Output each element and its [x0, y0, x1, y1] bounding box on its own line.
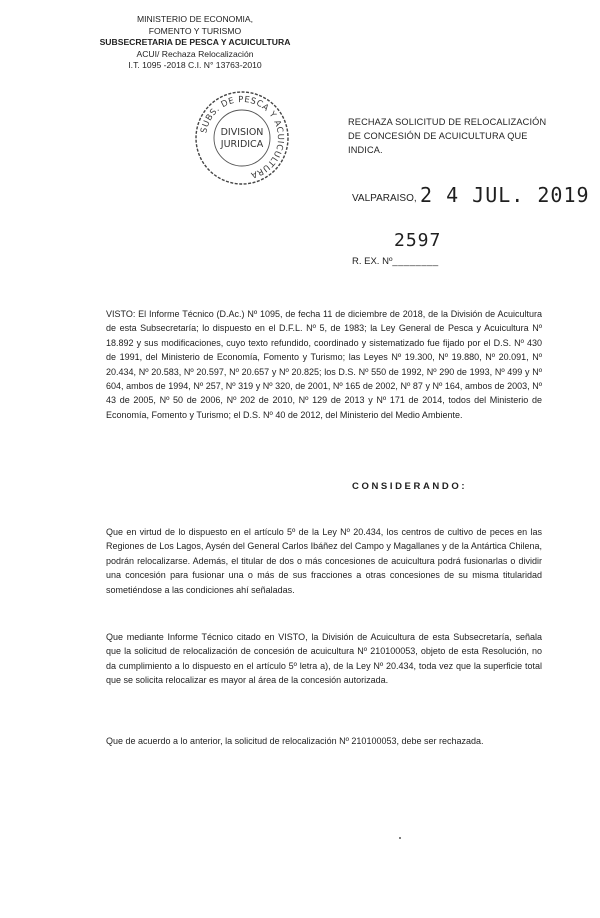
stamp-center-line1: DIVISION	[220, 127, 264, 138]
letterhead	[0, 14, 390, 72]
scan-speck	[399, 837, 401, 839]
resolution-number: 2597	[394, 230, 442, 251]
considerando-paragraph-3: Que de acuerdo a lo anterior, la solicitud de relocalización Nº 210100053, debe ser rechazada.	[106, 736, 484, 746]
document-date: 2 4 JUL. 2019	[420, 183, 590, 207]
division-juridica-stamp	[193, 89, 291, 187]
letterhead-ministry: MINISTERIO DE ECONOMIA,	[136, 14, 254, 24]
considerando-paragraph-1: Que en virtud de lo dispuesto en el artículo 5º de la Ley Nº 20.434, los centros de cultivo de peces en las Regiones de Los Lagos, Aysén del General Carlos Ibáñez del Campo y Magallanes y de la Antártica Chilena, podrán relocalizarse. Además, el titular de dos o más concesiones de acuicultura podrá fusionarlas o dividir una concesión para fusionar una o más de sus fracciones a otras concesiones de su misma titularidad sometiéndose a las condiciones ahí señaladas.	[106, 527, 542, 595]
resolution-dash-line: ________	[392, 256, 439, 267]
letterhead-reference: ACUI/ Rechaza Relocalización	[136, 48, 254, 59]
considerando-heading: CONSIDERANDO:	[352, 481, 468, 492]
stamp-ring-text: SUBS. DE PESCA Y ACUICULTURA	[199, 94, 286, 180]
visto-paragraph: VISTO: El Informe Técnico (D.Ac.) Nº 1095, de fecha 11 de diciembre de 2018, de la División de Acuicultura de esta Subsecretaría; lo dispuesto en el D.F.L. Nº 5, de 1983; la Ley General de Pesca y Acuicultura Nº 18.892 y sus modificaciones, cuyo texto refundido, coordinado y sistematizado fue fijado por el D.S. Nº 430 de 1991, del Ministerio de Economía, Fomento y Turismo; las Leyes Nº 19.300, Nº 19.880, Nº 20.091, Nº 20.434, Nº 20.583, Nº 20.597, Nº 20.657 y Nº 20.825; los D.S. Nº 550 de 1992, Nº 290 de 1993, Nº 499 y Nº 604, ambos de 1994, Nº 257, Nº 319 y Nº 320, de 2001, Nº 165 de 2002, Nº 87 y Nº 164, ambos de 2003, Nº 43 de 2005, Nº 50 de 2006, Nº 202 de 2010, Nº 129 de 2013 y Nº 171 de 2014, todos del Ministerio de Economía, Fomento y Turismo; el D.S. Nº 40 de 2012, del Ministerio del Medio Ambiente.	[106, 309, 542, 420]
document-subject: RECHAZA SOLICITUD DE RELOCALIZACIÓN DE CONCESIÓN DE ACUICULTURA QUE INDICA.	[348, 117, 547, 155]
letterhead-ministry-2: FOMENTO Y TURISMO	[148, 25, 242, 36]
city-label: VALPARAISO,	[352, 193, 417, 204]
letterhead-subsecretaria: SUBSECRETARIA DE PESCA Y ACUICULTURA	[99, 37, 291, 48]
stamp-center-line2: JURIDICA	[220, 139, 264, 150]
resolution-label-line	[352, 256, 439, 267]
considerando-paragraph-2: Que mediante Informe Técnico citado en VISTO, la División de Acuicultura de esta Subsecretaría, señala que la solicitud de relocalización de concesión de acuicultura Nº 210100053, objeto de esta Resolución, no da cumplimiento a lo dispuesto en el artículo 5º letra a), de la Ley Nº 20.434, toda vez que la superficie total que se solicita relocalizar es mayor al área de la concesión autorizada.	[106, 632, 542, 686]
resolution-label: R. EX. Nº	[352, 256, 393, 267]
letterhead-file-number: I.T. 1095 -2018 C.I. N° 13763-2010	[128, 60, 262, 71]
